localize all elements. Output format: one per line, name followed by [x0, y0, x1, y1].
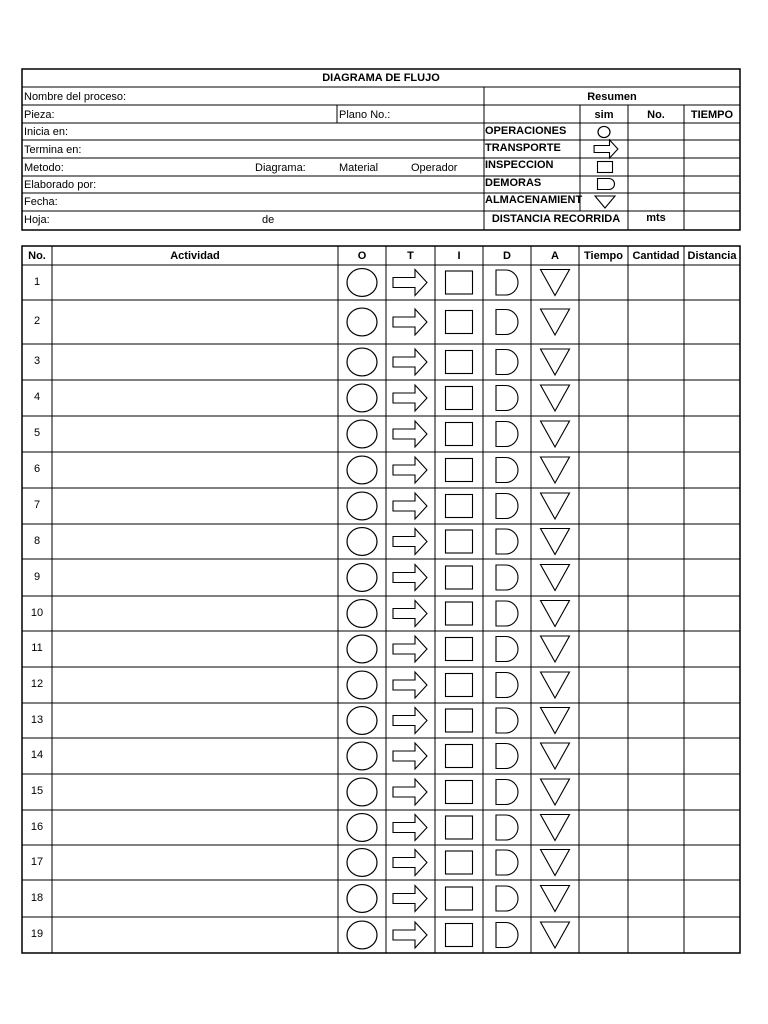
- pieza-label: Pieza:: [24, 109, 55, 121]
- operador-label: Operador: [411, 162, 458, 174]
- almacenamiento-triangle-icon: [541, 421, 570, 447]
- transporte-arrow-icon: [393, 309, 427, 335]
- row-number: 12: [30, 678, 44, 690]
- transporte-arrow-icon: [393, 886, 427, 912]
- row-number: 17: [30, 855, 44, 868]
- operacion-circle-icon: [347, 635, 377, 663]
- inspeccion-square-icon: [446, 602, 473, 625]
- demora-d-shape-icon: [496, 458, 518, 483]
- demora-d-shape-icon: [496, 270, 518, 295]
- transporte-arrow-icon: [393, 421, 427, 447]
- operacion-circle-icon: [347, 348, 377, 376]
- demora-d-shape-icon: [496, 780, 518, 805]
- transporte-arrow-icon: [594, 140, 618, 158]
- inspeccion-square-icon: [446, 530, 473, 553]
- transporte-arrow-icon: [393, 270, 427, 296]
- resumen-operaciones: OPERACIONES: [485, 125, 567, 137]
- inspeccion-square-icon: [446, 674, 473, 697]
- transporte-arrow-icon: [393, 349, 427, 375]
- transporte-arrow-icon: [393, 708, 427, 734]
- inspeccion-square-icon: [446, 638, 473, 661]
- almacenamiento-triangle-icon: [541, 385, 570, 411]
- almacenamiento-triangle-icon: [595, 196, 615, 208]
- demora-d-shape-icon: [496, 886, 518, 911]
- transporte-arrow-icon: [393, 815, 427, 841]
- almacenamiento-triangle-icon: [541, 636, 570, 662]
- almacenamiento-triangle-icon: [541, 922, 570, 948]
- operacion-circle-icon: [347, 269, 377, 297]
- row-number: 19: [30, 928, 44, 940]
- row-number: 3: [33, 355, 41, 367]
- demora-d-shape-icon: [496, 422, 518, 447]
- transporte-arrow-icon: [393, 672, 427, 698]
- operacion-circle-icon: [347, 420, 377, 448]
- demora-d-shape-icon: [496, 673, 518, 698]
- demora-d-shape-icon: [496, 923, 518, 948]
- operacion-circle-icon: [347, 528, 377, 556]
- operacion-circle-icon: [347, 671, 377, 699]
- row-number: 7: [33, 499, 41, 511]
- operacion-circle-icon: [347, 384, 377, 412]
- demora-d-shape-icon: [496, 601, 518, 626]
- inspeccion-square-icon: [446, 311, 473, 334]
- inspeccion-square-icon: [446, 495, 473, 518]
- elaborado-por-label: Elaborado por:: [24, 179, 97, 191]
- almacenamiento-triangle-icon: [541, 708, 570, 734]
- almacenamiento-triangle-icon: [541, 309, 570, 335]
- almacenamiento-triangle-icon: [541, 886, 570, 912]
- inspeccion-square-icon: [598, 162, 613, 173]
- header-no: No.: [28, 250, 46, 262]
- operacion-circle-icon: [347, 742, 377, 770]
- row-number: 15: [30, 785, 44, 797]
- demora-d-shape-icon: [496, 815, 518, 840]
- material-label: Material: [339, 162, 379, 174]
- operacion-circle-icon: [347, 308, 377, 336]
- header-d: D: [503, 250, 511, 262]
- inspeccion-square-icon: [446, 387, 473, 410]
- header-a: A: [551, 250, 559, 262]
- row-number: 13: [30, 713, 44, 726]
- transporte-arrow-icon: [393, 601, 427, 627]
- de-label: de: [262, 214, 275, 226]
- inspeccion-square-icon: [446, 271, 473, 294]
- inspeccion-square-icon: [446, 816, 473, 839]
- almacenamiento-triangle-icon: [541, 349, 570, 375]
- header-actividad: Actividad: [170, 250, 220, 262]
- row-number: 16: [30, 820, 44, 833]
- row-number: 9: [33, 570, 41, 583]
- header-o: O: [357, 250, 367, 262]
- almacenamiento-triangle-icon: [541, 601, 570, 627]
- almacenamiento-triangle-icon: [541, 565, 570, 591]
- inspeccion-square-icon: [446, 459, 473, 482]
- almacenamiento-triangle-icon: [541, 815, 570, 841]
- row-number: 14: [30, 749, 44, 761]
- plano-no-label: Plano No.:: [339, 109, 391, 121]
- inspeccion-square-icon: [446, 781, 473, 804]
- row-number: 18: [30, 891, 44, 904]
- almacenamiento-triangle-icon: [541, 779, 570, 805]
- transporte-arrow-icon: [393, 779, 427, 805]
- row-number: 6: [33, 463, 41, 475]
- almacenamiento-triangle-icon: [541, 457, 570, 483]
- resumen-col-no: No.: [647, 109, 665, 121]
- row-number: 11: [31, 642, 43, 654]
- demora-d-shape-icon: [496, 529, 518, 554]
- transporte-arrow-icon: [393, 636, 427, 662]
- demora-d-shape-icon: [496, 565, 518, 590]
- row-number: 10: [30, 606, 44, 619]
- transporte-arrow-icon: [393, 850, 427, 876]
- almacenamiento-triangle-icon: [541, 529, 570, 555]
- transporte-arrow-icon: [393, 529, 427, 555]
- transporte-arrow-icon: [393, 922, 427, 948]
- page-title: DIAGRAMA DE FLUJO: [322, 72, 440, 84]
- transporte-arrow-icon: [393, 565, 427, 591]
- diagrama-label: Diagrama:: [255, 162, 306, 174]
- mts-label: mts: [646, 212, 666, 224]
- almacenamiento-triangle-icon: [541, 672, 570, 698]
- demora-d-shape-icon: [496, 386, 518, 411]
- demora-d-shape-icon: [496, 708, 518, 733]
- distancia-recorrida-label: DISTANCIA RECORRIDA: [491, 213, 621, 225]
- operacion-circle-icon: [347, 492, 377, 520]
- inspeccion-square-icon: [446, 709, 473, 732]
- row-number: 2: [33, 315, 41, 327]
- row-number: 5: [33, 427, 41, 439]
- header-cantidad: Cantidad: [632, 250, 680, 262]
- operacion-circle-icon: [347, 456, 377, 484]
- demora-d-shape-icon: [496, 850, 518, 875]
- almacenamiento-triangle-icon: [541, 270, 570, 296]
- transporte-arrow-icon: [393, 385, 427, 411]
- demora-d-shape-icon: [496, 350, 518, 375]
- row-number: 1: [33, 275, 41, 288]
- termina-en-label: Termina en:: [24, 144, 82, 156]
- operacion-circle-icon: [347, 814, 377, 842]
- metodo-label: Metodo:: [24, 162, 64, 174]
- demora-d-shape-icon: [496, 310, 518, 335]
- demora-d-shape-icon: [496, 494, 518, 519]
- resumen-col-tiempo: TIEMPO: [690, 109, 734, 121]
- operacion-circle-icon: [347, 778, 377, 806]
- resumen-demoras: DEMORAS: [485, 177, 542, 189]
- operacion-circle-icon: [347, 885, 377, 913]
- demora-d-shape-icon: [496, 637, 518, 662]
- inspeccion-square-icon: [446, 566, 473, 589]
- fecha-label: Fecha:: [24, 196, 58, 208]
- operacion-circle-icon: [347, 707, 377, 735]
- resumen-title: Resumen: [587, 91, 637, 103]
- transporte-arrow-icon: [393, 493, 427, 519]
- operacion-circle-icon: [347, 600, 377, 628]
- header-t: T: [407, 250, 414, 262]
- operacion-circle-icon: [347, 921, 377, 949]
- almacenamiento-triangle-icon: [541, 743, 570, 769]
- operacion-circle-icon: [347, 849, 377, 877]
- resumen-inspeccion: INSPECCION: [485, 159, 554, 171]
- inspeccion-square-icon: [446, 887, 473, 910]
- resumen-transporte: TRANSPORTE: [485, 142, 561, 154]
- inspeccion-square-icon: [446, 924, 473, 947]
- inspeccion-square-icon: [446, 423, 473, 446]
- inspeccion-square-icon: [446, 351, 473, 374]
- row-number: 8: [33, 534, 41, 547]
- operaciones-circle-icon: [598, 126, 610, 137]
- operacion-circle-icon: [347, 564, 377, 592]
- almacenamiento-triangle-icon: [541, 850, 570, 876]
- transporte-arrow-icon: [393, 457, 427, 483]
- demora-d-shape-icon: [496, 744, 518, 769]
- hoja-label: Hoja:: [24, 214, 50, 226]
- inspeccion-square-icon: [446, 851, 473, 874]
- inspeccion-square-icon: [446, 745, 473, 768]
- header-i: I: [457, 250, 461, 262]
- demoras-d-shape-icon: [598, 179, 615, 190]
- inicia-en-label: Inicia en:: [24, 126, 69, 138]
- header-distancia: Distancia: [687, 250, 737, 262]
- nombre-proceso-label: Nombre del proceso:: [24, 91, 127, 103]
- transporte-arrow-icon: [393, 743, 427, 769]
- almacenamiento-triangle-icon: [541, 493, 570, 519]
- resumen-almacenamiento: ALMACENAMIENT: [485, 194, 583, 206]
- resumen-col-sim: sim: [594, 109, 614, 121]
- header-tiempo: Tiempo: [584, 250, 623, 262]
- row-number: 4: [33, 391, 41, 403]
